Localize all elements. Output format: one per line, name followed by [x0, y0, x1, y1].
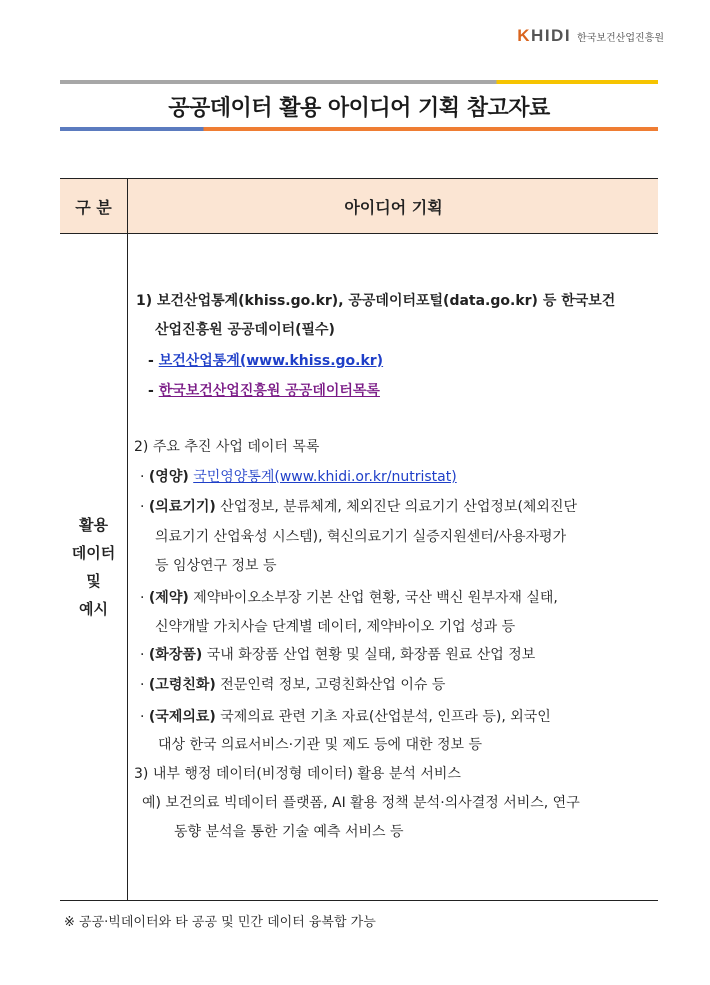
pharma-item-line1: · (제약) 제약바이오소부장 기본 산업 현황, 국산 백신 원부자재 실태,: [140, 590, 558, 606]
header-idea: 아이디어 기획: [127, 179, 659, 233]
example-line2: 동향 분석을 통한 기술 예측 서비스 등: [174, 824, 404, 840]
intl-item-line1: · (국제의료) 국제의료 관련 기초 자료(산업분석, 인프라 등), 외국인: [140, 709, 551, 725]
category-line: 활용: [79, 515, 108, 534]
column-divider: [127, 233, 128, 900]
khiss-link-item: - 보건산업통계(www.khiss.go.kr): [148, 353, 384, 369]
device-item-line3: 등 임상연구 정보 등: [155, 558, 277, 574]
footnote: ※ 공공·빅데이터와 타 공공 및 민간 데이터 융복합 가능: [64, 915, 376, 930]
nutrition-item: · (영양) 국민영양통계(www.khidi.or.kr/nutristat): [140, 469, 457, 485]
section1-line1: 1) 보건산업통계(khiss.go.kr), 공공데이터포털(data.go.kr) 등 한국보건: [136, 293, 616, 309]
section1-line2: 산업진흥원 공공데이터(필수): [155, 322, 335, 338]
khiss-link[interactable]: 보건산업통계(www.khiss.go.kr): [158, 353, 384, 369]
pharma-item-line2: 신약개발 가치사슬 단계별 데이터, 제약바이오 기업 성과 등: [155, 619, 516, 635]
device-item-line1: · (의료기기) 산업정보, 분류체계, 체외진단 의료기기 산업정보(체외진단: [140, 499, 578, 515]
category-line: 및: [86, 571, 101, 590]
intl-item-line2: 대상 한국 의료서비스·기관 및 제도 등에 대한 정보 등: [158, 737, 483, 753]
table-header: [60, 179, 658, 234]
title-top-bar: [60, 80, 658, 84]
device-item-line2: 의료기기 산업육성 시스템), 혁신의료기기 실증지원센터/사용자평가: [155, 529, 567, 545]
public-data-list-item: - 한국보건산업진흥원 공공데이터목록: [148, 383, 380, 399]
category-line: 예시: [79, 599, 108, 618]
category-cell: [60, 233, 127, 900]
khidi-logo: [517, 26, 664, 46]
cosmetics-item: · (화장품) 국내 화장품 산업 현황 및 실태, 화장품 원료 산업 정보: [140, 647, 536, 663]
example-line1: 예) 보건의료 빅데이터 플랫폼, AI 활용 정책 분석·의사결정 서비스, 연구: [142, 795, 580, 811]
category-line: 데이터: [71, 543, 116, 562]
title-bottom-bar: [60, 127, 658, 131]
section2-heading: 2) 주요 추진 사업 데이터 목록: [134, 439, 320, 455]
header-category: 구 분: [75, 197, 112, 217]
aging-item: · (고령친화) 전문인력 정보, 고령친화산업 이슈 등: [140, 677, 446, 693]
logo-org-name: 한국보건산업진흥원: [577, 32, 664, 44]
page-title: 공공데이터 활용 아이디어 기획 참고자료: [168, 96, 550, 121]
nutrition-link[interactable]: 국민영양통계(www.khidi.or.kr/nutristat): [193, 469, 457, 485]
section3-heading: 3) 내부 행정 데이터(비정형 데이터) 활용 분석 서비스: [134, 766, 461, 782]
public-data-list-link[interactable]: 한국보건산업진흥원 공공데이터목록: [158, 383, 380, 399]
logo-mark: KHIDI: [517, 26, 572, 45]
